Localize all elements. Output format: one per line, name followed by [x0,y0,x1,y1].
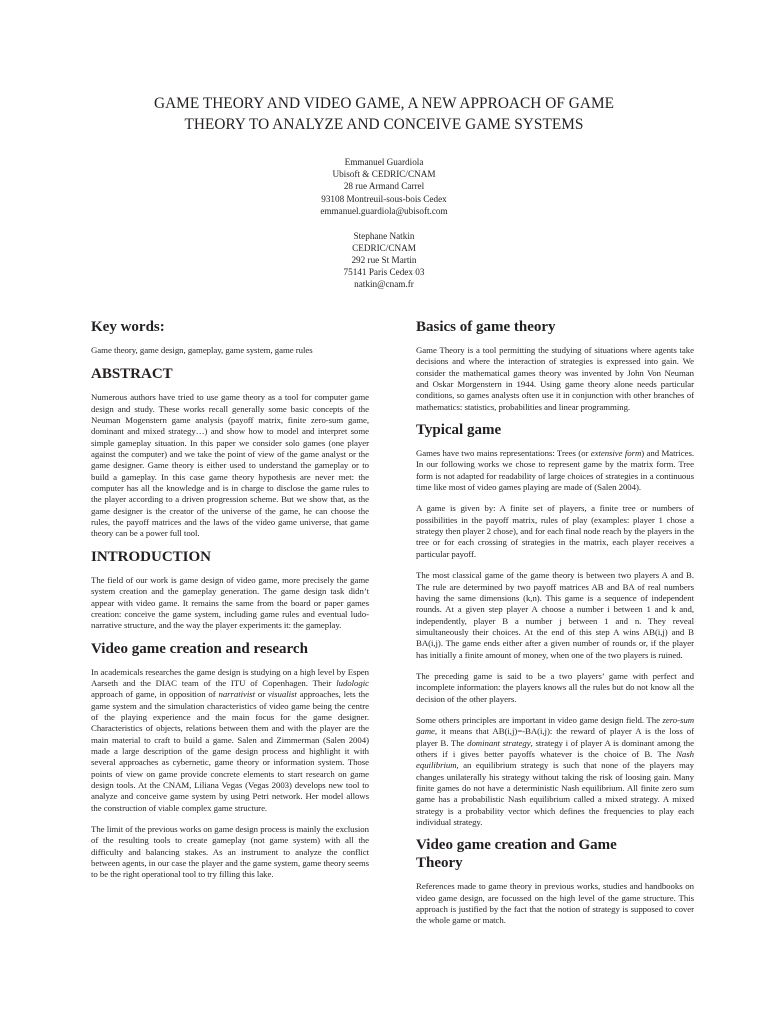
typical-game-paragraph-3: The most classical game of the game theory is between two players A and B. The rule are determined by two payoff matrices AB and BA of real numbers having the same dimensions (k,n). This game is a sequence of independent rounds. At a given step player A choose a number i between 1 and k and, independently, player B a number j between 1 and n. They reveal simultaneously their choices. At the end of this step A wins AB(i,j) and B BA(i,j). The game ends either after a given number of rounds or, if the player has initially a finite amount of money, when one of the two players is ruined. [416,570,694,660]
typical-game-paragraph-5: Some others principles are important in video game design field. The zero-sum game, it means that AB(i,j)=-BA(i,j): the reward of player A is the loss of player B. The dominant strategy, strategy i of player A is dominant among the others if i gives better payoffs whatever is the choice of B. The Nash equilibrium, an equilibrium strategy is such that none of the players may changes unilaterally his strategy without taking the risk of loosing gain. Many finite games do not have a deterministic Nash equilibrium. All finite zero sum game has a probabilistic Nash equilibrium called a mixed strategy. A mixed strategy is a probability vector which defines the frequencies to play each individual strategy. [416,714,694,828]
author-name: Emmanuel Guardiola [344,157,424,167]
title-line-1: GAME THEORY AND VIDEO GAME, A NEW APPROACH OF GAME [153,95,615,112]
paper-title [60,93,708,135]
author-block-natkin [184,230,584,291]
title-line-2: THEORY TO ANALYZE AND CONCEIVE GAME SYSTEMS [184,116,584,133]
abstract-text: Numerous authors have tried to use game theory as a tool for computer game design and study. These works recall generally some basic concepts of the Neuman Mogenstern game analysis (payoff matrix, finite zero-sum game, dominant and mixed strategy…) and show how to model and interpret some simple gameplay situation. In this paper we consider solo games (one player against the computer) and we take the point of view of the game analyst or the game designer. Game theory is either used to understand the gameplay or to build a gameplay. In this case game theory hypothesis are never met: the computer has all the knowledge and is in charge to disclose the game rules to the player according to a driven progression scheme. But we show that, as the game designer is the creator of the universe of the game, he can choose the rules, the payoff matrices and the laws of the video game universe, that game theory can be a power full tool. [91,392,369,539]
basics-text: Game Theory is a tool permitting the studying of situations where agents take decisions and where the interaction of strategies is expressed into gain. We consider the mathematical games theory was invented by John Von Neuman and Oskar Morgenstern in 1944. Using game theory alone needs particular conditions, so games analysts often use it in conjunction with other branches of mathematics: statistics, probabilities and linear programming. [416,345,694,412]
video-game-creation-research-paragraph-1: In academicals researches the game design is studying on a high level by Espen Aarseth and the DIAC team of the ITU of Copenhagen. Their ludologic approach of game, in opposition of narrativist or visualist approaches, lets the game system and the simulation characteristics of video game being the centre of the playing experience and the main focus for the game designer. Characteristics of objects, relations between them and with the player are the main material to craft to build a game. Salen and Zimmerman (Salen 2004) made a large description of the game design process and highlight it with several approaches as cybernetic, game theory or information system. Those points of view on game provide concrete elements to start research on game design tools. At the CNAM, Liliana Vegas (Vegas 2003) develops new tool to analyze and conceive game system by using Petri network. Her model allows the construction of viable complex game structure. [91,666,369,813]
author-city: 75141 Paris Cedex 03 [343,267,425,278]
author-affiliation: CEDRIC/CNAM [352,242,416,253]
right-column [416,318,694,927]
typical-game-paragraph-4: The preceding game is said to be a two players’ game with perfect and incomplete information: the players knows all the rules but do not know all the decision of the other players. [416,670,694,704]
left-column [91,318,369,881]
typical-game-paragraph-1: Games have two mains representations: Trees (or extensive form) and Matrices. In our following works we chose to represent game by the matrix form. Tree form is not adapted for readability of large choices of strategies in a continuous time like most of video games playing are made of (Salen 2004). [416,448,694,493]
author-email: emmanuel.guardiola@ubisoft.com [320,205,448,216]
introduction-text: The field of our work is game design of video game, more precisely the game system creation and the gameplay generation. The game design task didn’t appear with video game. It remains the same from the board or paper games creation: conceive the game system, including game rules and eventual ludo-narrative structure, and the way the player experiments it: the gameplay. [91,574,369,631]
author-affiliation: Ubisoft & CEDRIC/CNAM [332,169,436,180]
video-game-creation-research-heading: Video game creation and research [91,640,308,657]
video-game-creation-research-paragraph-2: The limit of the previous works on game design process is mainly the exclusion of the resulting tools to create gameplay (not game system) with all the difficulty and balancing stakes. As an instrument to analyze the conflict between agents, in our case the player and the game system, game theory seems to be the right operational tool to try filling this lake. [91,824,369,880]
keywords-text: Game theory, game design, gameplay, game system, game rules [91,345,313,355]
author-list [184,156,584,291]
typical-game-paragraph-2: A game is given by: A finite set of players, a finite tree or numbers of possibilities in the payoff matrix, rules of play (examples: player 1 chose a strategy then player 2 chose), and for each final node reach by the players in the tree or for each crossing of strategies in the matrix, each player receives a particular payoff. [416,503,694,559]
video-game-creation-game-theory-text: References made to game theory in previous works, studies and handbooks on video game design, are focussed on the high level of the game structure. This approach is justified by the fact that the notion of strategy is supposed to cover the whole game or match. [416,881,694,926]
author-street: 292 rue St Martin [351,254,417,265]
author-block-guardiola [184,156,584,217]
basics-heading: Basics of game theory [416,319,556,335]
author-name: Stephane Natkin [353,230,415,241]
abstract-heading: ABSTRACT [91,366,173,383]
author-city: 93108 Montreuil-sous-bois Cedex [321,193,447,204]
author-street: 28 rue Armand Carrel [343,181,425,192]
typical-game-heading: Typical game [416,422,502,439]
introduction-heading: INTRODUCTION [91,548,212,565]
keywords-heading: Key words: [91,319,165,335]
video-game-creation-game-theory-heading: Video game creation and Game Theory [416,837,617,872]
author-email: natkin@cnam.fr [354,279,414,290]
